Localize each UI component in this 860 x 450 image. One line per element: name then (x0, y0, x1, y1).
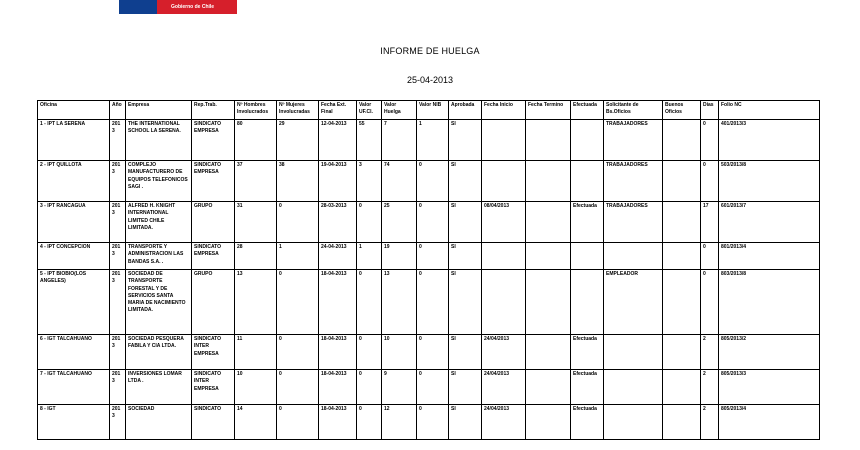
cell-huelga: 74 (382, 161, 417, 202)
cell-huelga: 7 (382, 120, 417, 161)
cell-hombres: 80 (235, 120, 277, 161)
cell-hombres: 28 (235, 243, 277, 270)
cell-hombres: 13 (235, 270, 277, 335)
cell-nib: 0 (417, 202, 449, 243)
cell-hombres: 31 (235, 202, 277, 243)
cell-aprobada: SI (449, 161, 482, 202)
strike-report-table (37, 100, 820, 440)
cell-oficina: 5 - IPT BIOBIO(LOS ANGELES) (38, 270, 110, 335)
cell-buenos (663, 202, 701, 243)
table-row (38, 270, 820, 335)
cell-solicitante (604, 405, 663, 440)
cell-huelga: 12 (382, 405, 417, 440)
cell-buenos (663, 120, 701, 161)
cell-folio: 801/2013/4 (719, 243, 820, 270)
cell-folio: 803/2013/8 (719, 270, 820, 335)
cell-hombres: 11 (235, 335, 277, 370)
cell-dias: 0 (701, 120, 719, 161)
cell-buenos (663, 405, 701, 440)
header-fecha-inicio: Fecha Inicio (482, 101, 526, 120)
cell-empresa: ALFRED H. KNIGHT INTERNATIONAL LIMITED CHILE LIMITADA. (126, 202, 192, 243)
header-rep-trab: Rep.Trab. (192, 101, 235, 120)
cell-rep: SINDICATO EMPRESA (192, 120, 235, 161)
cell-anio: 2013 (110, 370, 126, 405)
cell-empresa: TRANSPORTE Y ADMINISTRACION LAS BANDAS S.A. . (126, 243, 192, 270)
cell-oficina: 1 - IPT LA SERENA (38, 120, 110, 161)
cell-solicitante (604, 335, 663, 370)
cell-rep: GRUPO (192, 202, 235, 243)
cell-mujeres: 0 (277, 405, 319, 440)
cell-fecha-ext: 19-04-2013 (319, 161, 357, 202)
cell-fecha-ext: 12-04-2013 (319, 120, 357, 161)
cell-empresa: SOCIEDAD DE TRANSPORTE FORESTAL Y DE SERVICIOS SANTA MARIA DE NACIMIENTO LIMITADA. (126, 270, 192, 335)
cell-uf: 55 (357, 120, 382, 161)
cell-fecha-ext: 24-04-2013 (319, 243, 357, 270)
cell-huelga: 9 (382, 370, 417, 405)
cell-aprobada: SI (449, 243, 482, 270)
logo-red-block (157, 0, 237, 14)
cell-buenos (663, 370, 701, 405)
cell-inicio: 24/04/2013 (482, 370, 526, 405)
table-row (38, 120, 820, 161)
cell-oficina: 7 - IGT TALCAHUANO (38, 370, 110, 405)
cell-uf: 1 (357, 243, 382, 270)
cell-inicio: 24/04/2013 (482, 405, 526, 440)
cell-dias: 0 (701, 161, 719, 202)
cell-folio: 805/2013/2 (719, 335, 820, 370)
report-date: 25-04-2013 (406, 75, 454, 85)
header-folio: Folio NC (719, 101, 820, 120)
cell-buenos (663, 243, 701, 270)
cell-inicio (482, 161, 526, 202)
cell-efectuada (571, 243, 604, 270)
cell-fecha-ext: 28-03-2013 (319, 202, 357, 243)
logo-text: Gobierno de Chile (171, 4, 215, 10)
header-mujeres: Nº Mujeres Involucradas (277, 101, 319, 120)
cell-buenos (663, 335, 701, 370)
cell-rep: SINDICATO INTER EMPRESA (192, 335, 235, 370)
cell-hombres: 10 (235, 370, 277, 405)
cell-mujeres: 0 (277, 270, 319, 335)
cell-termino (526, 161, 571, 202)
cell-fecha-ext: 18-04-2013 (319, 405, 357, 440)
cell-huelga: 19 (382, 243, 417, 270)
cell-hombres: 37 (235, 161, 277, 202)
header-fecha-ext: Fecha Ext. Final (319, 101, 357, 120)
cell-termino (526, 243, 571, 270)
cell-dias: 2 (701, 335, 719, 370)
cell-mujeres: 29 (277, 120, 319, 161)
cell-dias: 0 (701, 243, 719, 270)
cell-huelga: 13 (382, 270, 417, 335)
header-fecha-termino: Fecha Termino (526, 101, 571, 120)
header-empresa: Empresa (126, 101, 192, 120)
cell-oficina: 4 - IPT CONCEPCION (38, 243, 110, 270)
cell-termino (526, 202, 571, 243)
cell-fecha-ext: 18-04-2013 (319, 270, 357, 335)
cell-empresa: COMPLEJO MANUFACTURERO DE EQUIPOS TELEFONICOS SAGI . (126, 161, 192, 202)
cell-mujeres: 38 (277, 161, 319, 202)
cell-empresa: SOCIEDAD (126, 405, 192, 440)
cell-aprobada: SI (449, 270, 482, 335)
cell-uf: 0 (357, 335, 382, 370)
cell-uf: 0 (357, 270, 382, 335)
cell-dias: 2 (701, 370, 719, 405)
header-dias: Días (701, 101, 719, 120)
cell-anio: 2013 (110, 243, 126, 270)
cell-oficina: 3 - IPT RANCAGUA (38, 202, 110, 243)
cell-aprobada: SI (449, 202, 482, 243)
cell-rep: GRUPO (192, 270, 235, 335)
cell-efectuada: Efectuada (571, 335, 604, 370)
header-hombres: Nº Hombres Involucrados (235, 101, 277, 120)
cell-empresa: SOCIEDAD PESQUERA FABILA Y CIA LTDA. (126, 335, 192, 370)
cell-termino (526, 370, 571, 405)
cell-nib: 0 (417, 270, 449, 335)
cell-efectuada (571, 161, 604, 202)
header-valor-uf: Valor UF.Cl. (357, 101, 382, 120)
cell-uf: 0 (357, 370, 382, 405)
cell-mujeres: 0 (277, 370, 319, 405)
cell-termino (526, 120, 571, 161)
cell-uf: 0 (357, 405, 382, 440)
cell-solicitante: TRABAJADORES (604, 120, 663, 161)
cell-solicitante: TRABAJADORES (604, 202, 663, 243)
cell-hombres: 14 (235, 405, 277, 440)
cell-oficina: 2 - IPT QUILLOTA (38, 161, 110, 202)
cell-empresa: THE INTERNATIONAL SCHOOL LA SERENA. (126, 120, 192, 161)
cell-rep: SINDICATO (192, 405, 235, 440)
cell-anio: 2013 (110, 161, 126, 202)
cell-nib: 0 (417, 335, 449, 370)
cell-inicio: 08/04/2013 (482, 202, 526, 243)
cell-uf: 3 (357, 161, 382, 202)
cell-dias: 2 (701, 405, 719, 440)
header-buenos-oficios: Buenos Oficios (663, 101, 701, 120)
cell-inicio: 24/04/2013 (482, 335, 526, 370)
cell-dias: 0 (701, 270, 719, 335)
cell-nib: 0 (417, 370, 449, 405)
cell-efectuada: Efectuada (571, 405, 604, 440)
table-header-row (38, 101, 820, 120)
cell-oficina: 6 - IGT TALCAHUANO (38, 335, 110, 370)
header-valor-huelga: Valor Huelga (382, 101, 417, 120)
cell-folio: 503/2013/8 (719, 161, 820, 202)
cell-termino (526, 405, 571, 440)
cell-nib: 0 (417, 161, 449, 202)
header-valor-nib: Valor NIB (417, 101, 449, 120)
header-anio: Año (110, 101, 126, 120)
cell-folio: 805/2013/4 (719, 405, 820, 440)
logo-blue-block (119, 0, 157, 14)
cell-termino (526, 270, 571, 335)
cell-inicio (482, 243, 526, 270)
cell-nib: 0 (417, 243, 449, 270)
table-row (38, 370, 820, 405)
cell-fecha-ext: 18-04-2013 (319, 335, 357, 370)
cell-rep: SINDICATO EMPRESA (192, 161, 235, 202)
table-row (38, 202, 820, 243)
cell-fecha-ext: 18-04-2013 (319, 370, 357, 405)
cell-anio: 2013 (110, 120, 126, 161)
government-logo (119, 0, 237, 14)
cell-aprobada: SI (449, 370, 482, 405)
cell-efectuada (571, 120, 604, 161)
cell-solicitante: TRABAJADORES (604, 161, 663, 202)
cell-solicitante: EMPLEADOR (604, 270, 663, 335)
cell-anio: 2013 (110, 270, 126, 335)
table-row (38, 335, 820, 370)
cell-mujeres: 0 (277, 202, 319, 243)
cell-dias: 17 (701, 202, 719, 243)
cell-huelga: 10 (382, 335, 417, 370)
header-solicitante: Solicitante de Bs.Oficios (604, 101, 663, 120)
cell-solicitante (604, 243, 663, 270)
header-aprobada: Aprobada (449, 101, 482, 120)
cell-efectuada (571, 270, 604, 335)
header-oficina: Oficina (38, 101, 110, 120)
report-title: INFORME DE HUELGA (380, 46, 480, 56)
cell-mujeres: 1 (277, 243, 319, 270)
cell-rep: SINDICATO INTER EMPRESA (192, 370, 235, 405)
cell-oficina: 8 - IGT (38, 405, 110, 440)
table-row (38, 161, 820, 202)
cell-buenos (663, 270, 701, 335)
cell-anio: 2013 (110, 202, 126, 243)
cell-folio: 805/2013/3 (719, 370, 820, 405)
cell-uf: 0 (357, 202, 382, 243)
cell-anio: 2013 (110, 335, 126, 370)
cell-inicio (482, 120, 526, 161)
cell-folio: 401/2013/3 (719, 120, 820, 161)
cell-solicitante (604, 370, 663, 405)
cell-huelga: 25 (382, 202, 417, 243)
cell-termino (526, 335, 571, 370)
table-row (38, 243, 820, 270)
cell-efectuada: Efectuada (571, 202, 604, 243)
cell-nib: 1 (417, 120, 449, 161)
cell-nib: 0 (417, 405, 449, 440)
table-row (38, 405, 820, 440)
cell-empresa: INVERSIONES LOMAR LTDA . (126, 370, 192, 405)
cell-aprobada: SI (449, 335, 482, 370)
cell-rep: SINDICATO EMPRESA (192, 243, 235, 270)
cell-mujeres: 0 (277, 335, 319, 370)
cell-inicio (482, 270, 526, 335)
cell-efectuada: Efectuada (571, 370, 604, 405)
cell-buenos (663, 161, 701, 202)
cell-folio: 601/2013/7 (719, 202, 820, 243)
cell-aprobada: SI (449, 405, 482, 440)
cell-aprobada: SI (449, 120, 482, 161)
header-efectuada: Efectuada (571, 101, 604, 120)
cell-anio: 2013 (110, 405, 126, 440)
